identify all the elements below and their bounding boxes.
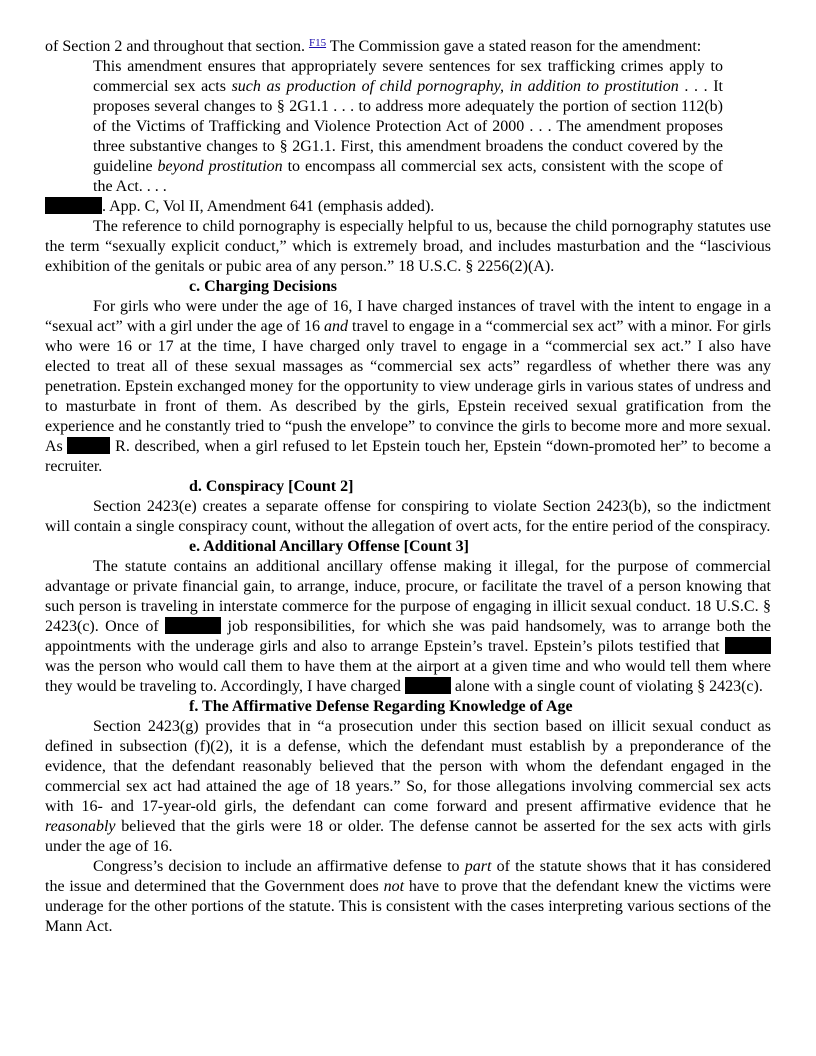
document-page [45, 37, 771, 937]
section-heading-affirmative-defense: f. The Affirmative Defense Regarding Knowledge of Age [189, 698, 573, 715]
redaction-block [725, 637, 771, 654]
redaction-block [405, 677, 451, 694]
section-heading-conspiracy: d. Conspiracy [Count 2] [189, 478, 354, 495]
section-heading-charging: c. Charging Decisions [189, 278, 337, 295]
paragraph-conspiracy: Section 2423(e) creates a separate offense for conspiring to violate Section 2423(b), so the indictment will contain a single conspiracy count, without the allegation of overt acts, for the entire period of the conspiracy. [45, 498, 771, 535]
paragraph-charging: For girls who were under the age of 16, I have charged instances of travel with the intent to engage in a “sexual act” with a girl under the age of 16 and travel to engage in a “commercial sex act” with a minor. For girls who were 16 or 17 at the time, I have charged only travel to engage in a “commercial sex act.” I also have elected to treat all of these sexual massages as “commercial sex acts” regardless of whether there was any penetration. Epstein exchanged money for the opportunity to view underage girls in various states of undress and to masturbate in front of them. As described by the girls, Epstein received sexual gratification from the experience and he constantly tried to “push the envelope” to convince the girls to become more and more sexual. As R. described, when a girl refused to let Epstein touch her, Epstein “down-promoted her” to become a recruiter. [45, 298, 772, 475]
redaction-block [45, 197, 102, 214]
block-quote: This amendment ensures that appropriately severe sentences for sex trafficking crimes apply to commercial sex acts such as production of child pornography, in addition to prostitution . . . It proposes several changes to § 2G1.1 . . . to address more adequately the portion of section 112(b) of the Victims of Trafficking and Violence Protection Act of 2000 . . . The amendment proposes three substantive changes to § 2G1.1. First, this amendment broadens the conduct covered by the guideline beyond prostitution to encompass all commercial sex acts, consistent with the scope of the Act. . . . [93, 58, 723, 195]
footnote-link[interactable]: F15 [308, 37, 327, 49]
paragraph-congress: Congress’s decision to include an affirmative defense to part of the statute shows that it has considered the issue and determined that the Government does not have to prove that the defendant knew the victims were underage for the other portions of the statute. This is consistent with the cases interpreting various sections of the Mann Act. [45, 858, 772, 935]
section-heading-ancillary: e. Additional Ancillary Offense [Count 3] [189, 538, 470, 555]
paragraph-affirmative-defense: Section 2423(g) provides that in “a prosecution under this section based on illicit sexual conduct as defined in subsection (f)(2), it is a defense, which the defendant must establish by a preponderance of the evidence, that the defendant reasonably believed that the person with whom the defendant engaged in the commercial sex act had attained the age of 18 years.” So, for those allegations involving commercial sex acts with 16- and 17-year-old girls, the defendant can come forward and present affirmative evidence that he reasonably believed that the girls were 18 or older. The defense cannot be asserted for the sex acts with girls under the age of 16. [45, 718, 771, 855]
redaction-block [67, 437, 110, 454]
paragraph-ancillary: The statute contains an additional ancillary offense making it illegal, for the purpose of commercial advantage or private financial gain, to arrange, induce, procure, or facilitate the travel of a person knowing that such person is traveling in interstate commerce for the purpose of engaging in illicit sexual conduct. 18 U.S.C. § 2423(c). Once of job responsibilities, for which she was paid handsomely, was to arrange both the appointments with the underage girls and also to arrange Epstein’s travel. Epstein’s pilots testified that was the person who would call them to have them at the airport at a given time and who would tell them where they would be traveling to. Accordingly, I have charged alone with a single count of violating § 2423(c). [45, 558, 771, 695]
redaction-block [165, 617, 221, 634]
citation-line: . App. C, Vol II, Amendment 641 (emphasis added). [45, 197, 771, 217]
paragraph-child-pornography: The reference to child pornography is especially helpful to us, because the child pornography statutes use the term “sexually explicit conduct,” which is extremely broad, and includes masturbation and the “lascivious exhibition of the genitals or pubic area of any person.” 18 U.S.C. § 2256(2)(A). [45, 218, 771, 275]
paragraph-intro: of Section 2 and throughout that section. $^{F15}$ The Commission gave a stated reason for the amendment: [45, 37, 702, 55]
